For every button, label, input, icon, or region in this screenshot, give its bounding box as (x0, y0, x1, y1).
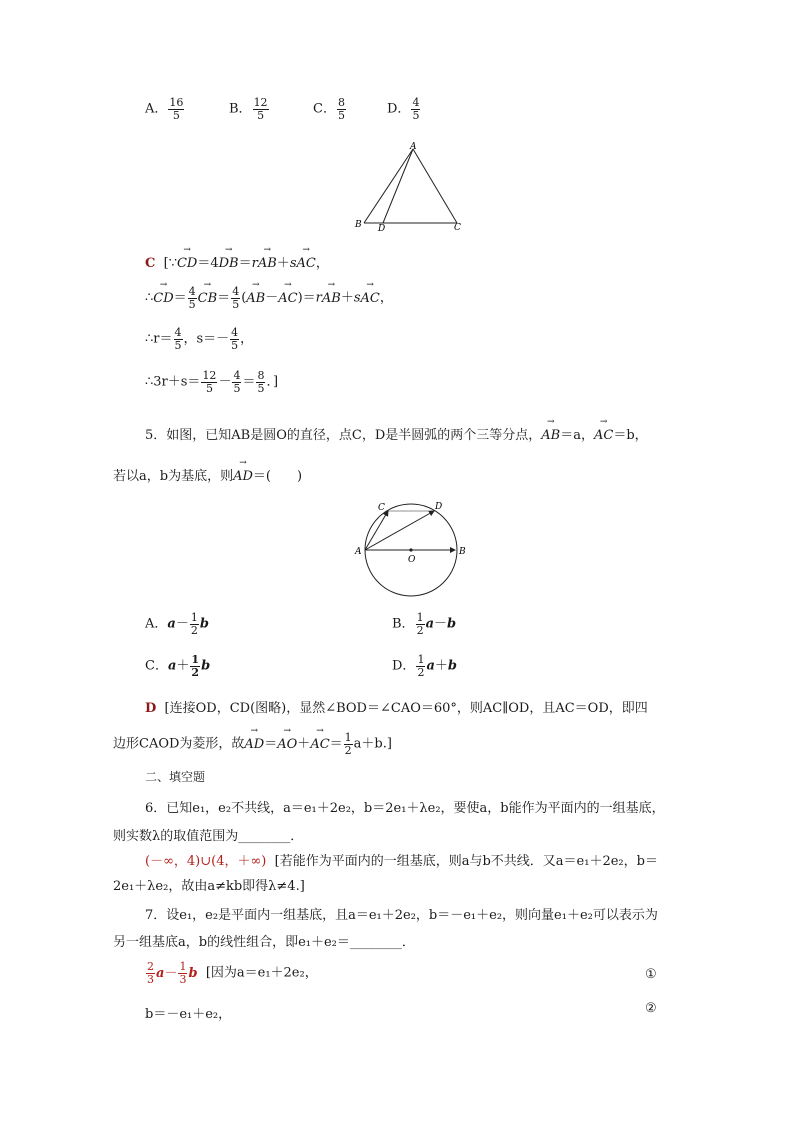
triangle-figure (350, 140, 470, 235)
q5-solution-line2: 边形CAOD为菱形，故→ AD＝→ AO＋→ AC＝ $\frac{1}{2}$ a＋b.] (113, 732, 392, 756)
circle-figure (350, 495, 475, 600)
fig1-label-d: D (378, 224, 386, 234)
q7-marker-1: ① (645, 967, 657, 982)
q6-line2: 则实数λ的取值范围为________． (113, 829, 304, 844)
q4-solution-line4: ∴3r＋s＝ $\frac{12}{5}$ － $\frac{4}{5}$ ＝ $\frac{8}{5}$ ．] (145, 369, 279, 395)
q4-option-a: A． $\frac{16}{5}$ (145, 96, 184, 122)
fig2-label-o: O (408, 555, 416, 565)
q7-line1: 7．设e₁，e₂是平面内一组基底，且a＝e₁＋2e₂，b＝－e₁＋e₂，则向量e₁＋e₂可以表示为 (145, 908, 658, 923)
q7-marker-2: ② (645, 1001, 657, 1016)
q5-option-a: A．a－ $\frac{1}{2}$ b (145, 611, 209, 637)
q6-solution-line2: 2e₁＋λe₂，故由a≠kb即得λ≠4.] (113, 879, 305, 894)
fig2-label-a: A (355, 547, 362, 557)
q4-solution-line1: C [∵→ CD＝4→ DB＝r→ AB＋s→ AC， (145, 252, 329, 271)
q7-line2: 另一组基底a，b的线性组合，即e₁＋e₂＝________． (113, 935, 415, 950)
q5-option-b: B． $\frac{1}{2}$ a－b (392, 611, 457, 637)
fig2-label-c: C (378, 503, 385, 513)
q5-solution-line1: D [连接OD，CD(图略)，显然∠BOD＝∠CAO＝60°，则AC∥OD，且AC＝OD，即四 (145, 701, 648, 716)
q5-option-c: C．a＋ $\frac{1}{2}$ b (145, 653, 211, 679)
q4-option-d: D． $\frac{4}{5}$ (387, 96, 420, 122)
fig2-label-b: B (459, 547, 466, 557)
q4-option-c: C． $\frac{8}{5}$ (313, 96, 345, 122)
fig1-label-b: B (355, 220, 362, 230)
q7-solution-line2: b＝－e₁＋e₂， (145, 1007, 232, 1022)
fig1-label-c: C (454, 223, 461, 233)
q4-option-b: B． $\frac{12}{5}$ (229, 96, 268, 122)
q5-option-d: D． $\frac{1}{2}$ a＋b (392, 653, 457, 679)
section-heading: 二、填空题 (145, 770, 206, 784)
q5-stem-line2: 若以a，b为基底，则→ AD＝( ) (113, 465, 302, 484)
q6-line1: 6．已知e₁，e₂不共线，a＝e₁＋2e₂，b＝2e₁＋λe₂，要使a，b能作为平面内的一组基底， (145, 801, 665, 816)
q7-solution-line1: $\frac{2}{3}$ a－ $\frac{1}{3}$ b [因为a＝e₁＋2e₂， (147, 960, 318, 986)
q6-solution-line1: (－∞，4)∪(4，＋∞) [若能作为平面内的一组基底，则a与b不共线．又a＝e₁＋2e₂，b＝ (145, 854, 658, 869)
q4-solution-line3: ∴r＝ $\frac{4}{5}$ ，s＝－ $\frac{4}{5}$ ， (145, 326, 254, 352)
fig1-label-a: A (410, 142, 417, 152)
q4-solution-line2: ∴→ CD＝ $\frac{4}{5}$ → CB＝ $\frac{4}{5}$ (→ AB－→ AC)＝r→ AB＋s→ AC， (145, 286, 393, 310)
q5-stem-line1: 5．如图，已知AB是圆O的直径，点C，D是半圆弧的两个三等分点，→ AB＝a，→ AC＝b， (145, 424, 648, 443)
fig2-label-d: D (435, 502, 443, 512)
